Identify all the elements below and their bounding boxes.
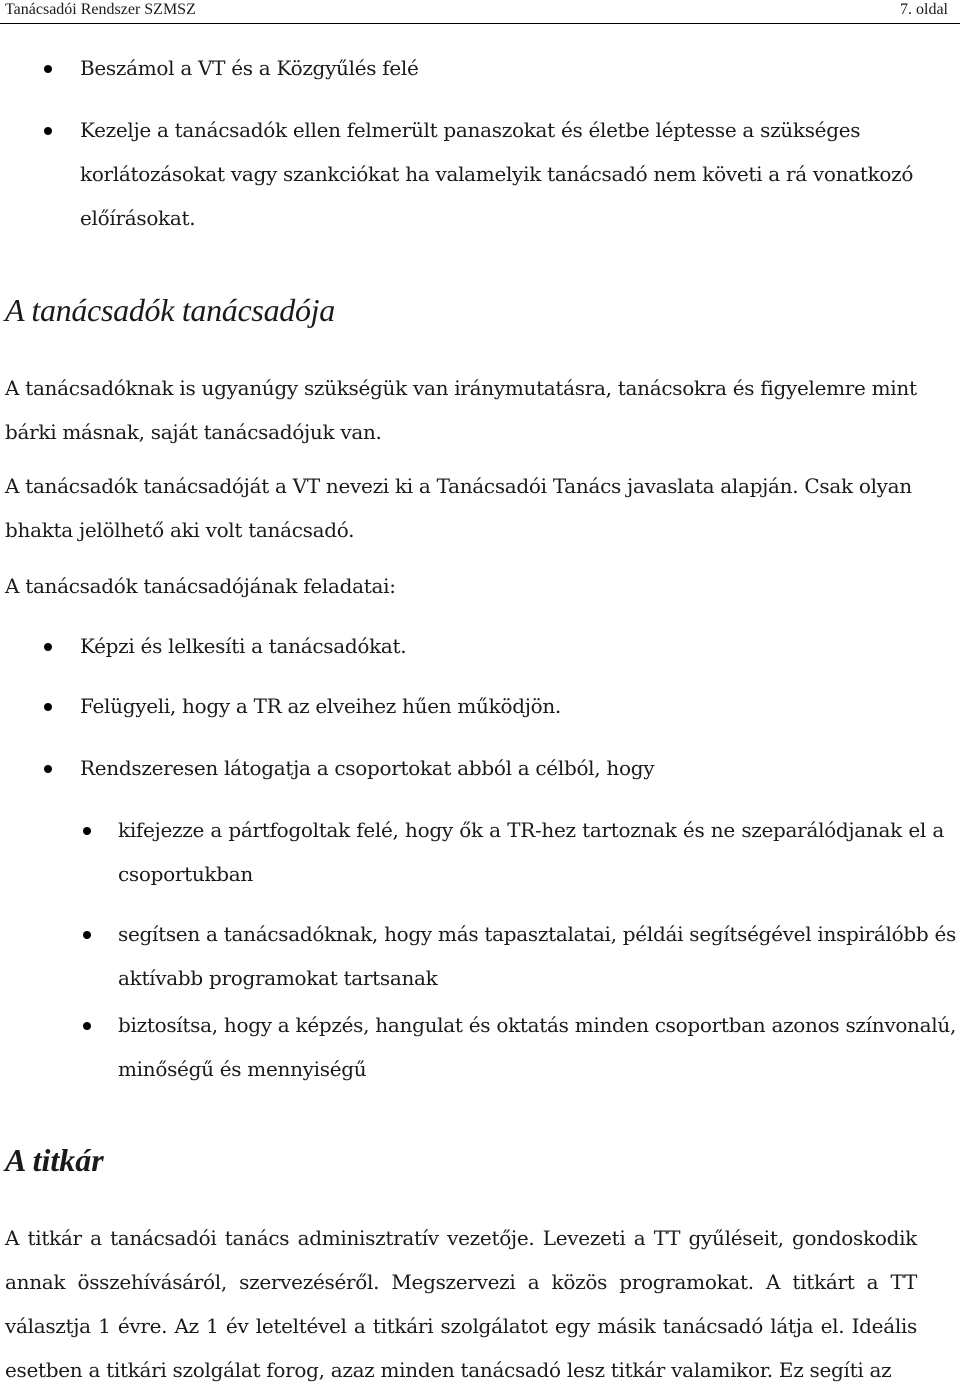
bullet-icon <box>44 703 52 711</box>
section-heading: A tanácsadók tanácsadója <box>5 292 335 328</box>
list-item-text: biztosítsa, hogy a képzés, hangulat és oktatás minden csoportban azonos színvonalú, minőségű és mennyiségű <box>118 1013 956 1081</box>
section-heading: A titkár <box>5 1142 104 1178</box>
paragraph: A tanácsadóknak is ugyanúgy szükségük van iránymutatásra, tanácsokra és figyelemre mint bárki másnak, saját tanácsadójuk van. <box>5 376 917 444</box>
sub-list-item <box>0 912 960 1000</box>
list-item-text: Rendszeresen látogatja a csoportokat abból a célból, hogy <box>80 756 655 780</box>
paragraph: A titkár a tanácsadói tanács adminisztratív vezetője. Levezeti a TT gyűléseit, gondoskodik annak összehívásáról, szervezéséről. Megszervezi a közös programokat. A titkárt a TT választja 1 évre. Az 1 év leteltével a titkári szolgálatot egy másik tanácsadó látja el. Ideális esetben a titkári szolgálat forog, azaz minden tanácsadó lesz titkár valamikor. Ez segíti az <box>5 1226 917 1382</box>
paragraph: A tanácsadók tanácsadójának feladatai: <box>5 574 396 598</box>
list-item <box>0 46 960 90</box>
bullet-icon <box>44 127 52 135</box>
list-item-text: Felügyeli, hogy a TR az elveihez hűen működjön. <box>80 694 561 718</box>
list-item-text: Képzi és lelkesíti a tanácsadókat. <box>80 634 407 658</box>
paragraph: A tanácsadók tanácsadóját a VT nevezi ki a Tanácsadói Tanács javaslata alapján. Csak olyan bhakta jelölhető aki volt tanácsadó. <box>5 474 912 542</box>
bullet-icon <box>44 765 52 773</box>
bullet-icon <box>83 1022 91 1030</box>
list-item <box>0 684 960 728</box>
document-title: Tanácsadói Rendszer SZMSZ <box>5 1 196 18</box>
list-item-text: Beszámol a VT és a Közgyűlés felé <box>80 56 419 80</box>
sub-list-item <box>0 808 960 896</box>
page-header <box>0 0 960 24</box>
list-item <box>0 108 960 240</box>
bullet-list-top <box>0 46 960 90</box>
list-item <box>0 624 960 668</box>
bullet-icon <box>44 643 52 651</box>
list-item <box>0 746 960 790</box>
list-item-text: kifejezze a pártfogoltak felé, hogy ők a TR-hez tartoznak és ne szeparálódjanak el a csoportukban <box>118 818 944 886</box>
bullet-icon <box>83 827 91 835</box>
header-divider <box>0 23 960 24</box>
page-number: 7. oldal <box>900 1 948 18</box>
bullet-icon <box>83 931 91 939</box>
list-item-text: Kezelje a tanácsadók ellen felmerült panaszokat és életbe léptesse a szükséges korlátozásokat vagy szankciókat ha valamelyik tanácsadó nem követi a rá vonatkozó előírásokat. <box>80 118 914 230</box>
list-item-text: segítsen a tanácsadóknak, hogy más tapasztalatai, példái segítségével inspirálóbb és aktívabb programokat tartsanak <box>118 922 956 990</box>
bullet-list-top-2 <box>0 108 960 240</box>
sub-list-item <box>0 1003 960 1091</box>
bullet-icon <box>44 65 52 73</box>
